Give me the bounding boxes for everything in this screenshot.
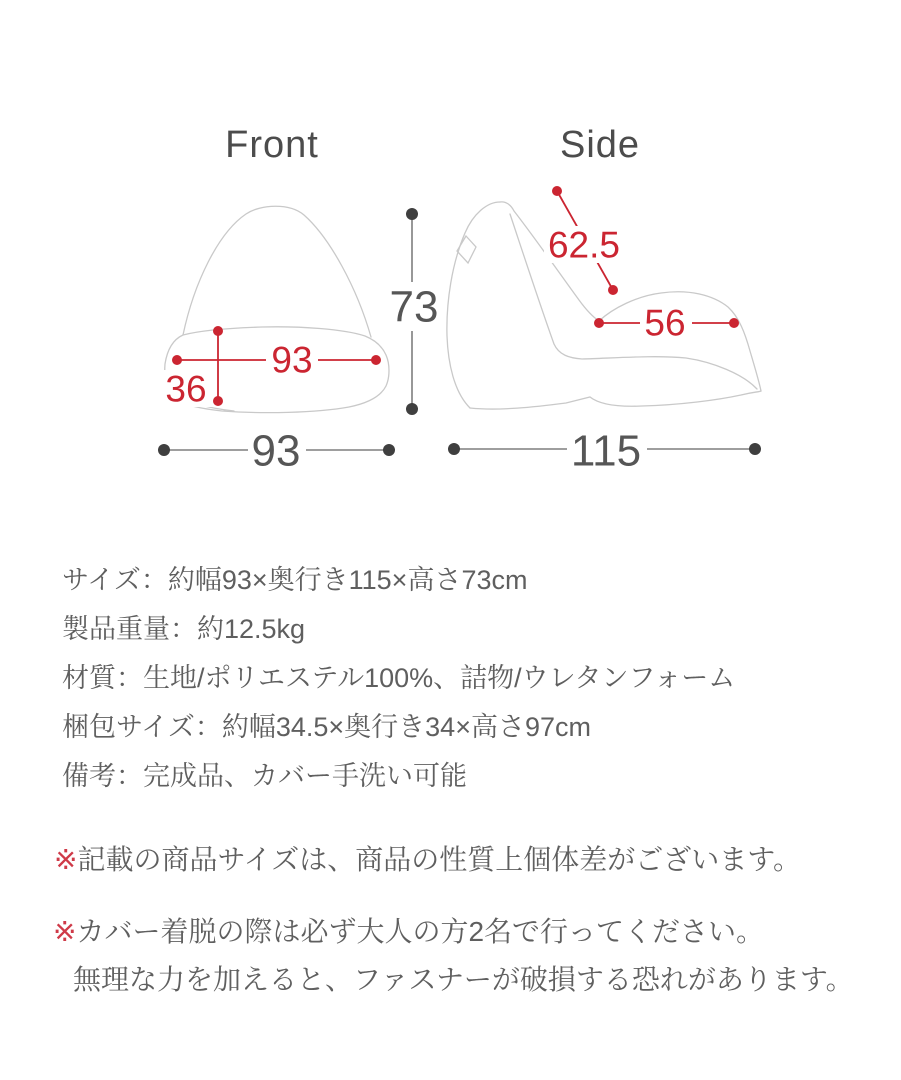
spec-package-size: 梱包サイズ：約幅34.5×奥行き34×高さ97cm	[62, 712, 591, 742]
side-zipper-tag	[457, 236, 476, 263]
dimension-diagram	[0, 0, 901, 520]
side-back-outer-outline	[447, 202, 500, 408]
dim-dot	[552, 186, 562, 196]
dim-dot	[448, 443, 460, 455]
front-backrest-outline	[183, 206, 371, 337]
front-view-title: Front	[225, 124, 319, 166]
dim-dot	[594, 318, 604, 328]
spec-size: サイズ：約幅93×奥行き115×高さ73cm	[62, 565, 528, 595]
spec-weight: 製品重量：約12.5kg	[62, 614, 306, 644]
dim-dot	[406, 208, 418, 220]
note-text: 無理な力を加えると、ファスナーが破損する恐れがあります。	[73, 964, 854, 995]
note-marker: ※	[54, 844, 78, 875]
dim-dot	[158, 444, 170, 456]
dim-value: 73	[389, 282, 439, 332]
note-cover-handling	[53, 908, 854, 1004]
dim-value: 93	[271, 339, 313, 381]
dim-value: 93	[251, 426, 301, 476]
dim-dot	[406, 403, 418, 415]
dim-dot	[213, 396, 223, 406]
side-view-title: Side	[559, 124, 641, 166]
dim-value: 115	[570, 426, 642, 476]
side-dim-total-depth	[448, 427, 761, 476]
side-bottom-outline	[470, 391, 761, 409]
dim-value: 56	[644, 302, 686, 344]
note-size-variance	[54, 836, 801, 884]
note-line	[53, 908, 854, 956]
dim-dot	[172, 355, 182, 365]
dim-dot	[213, 326, 223, 336]
front-dim-total-width	[158, 427, 395, 476]
note-text: カバー着脱の際は必ず大人の方2名で行ってください。	[76, 916, 765, 947]
dim-dot	[383, 444, 395, 456]
front-view	[158, 206, 441, 475]
note-line	[53, 956, 854, 1004]
side-dim-back-length	[544, 186, 626, 295]
note-text: 記載の商品サイズは、商品の性質上個体差がございます。	[77, 844, 801, 875]
dim-dot	[371, 355, 381, 365]
dim-dot	[749, 443, 761, 455]
side-view	[447, 186, 761, 476]
front-dim-seat-height	[162, 326, 223, 410]
spec-material: 材質：生地/ポリエステル100%、詰物/ウレタンフォーム	[62, 663, 736, 693]
note-marker: ※	[53, 916, 77, 947]
spec-list	[62, 556, 735, 801]
dim-value: 36	[165, 368, 207, 410]
spec-remarks: 備考：完成品、カバー手洗い可能	[62, 761, 467, 791]
front-dim-total-height	[387, 208, 441, 415]
dim-dot	[608, 285, 618, 295]
dim-value: 62.5	[547, 224, 621, 266]
dim-dot	[729, 318, 739, 328]
